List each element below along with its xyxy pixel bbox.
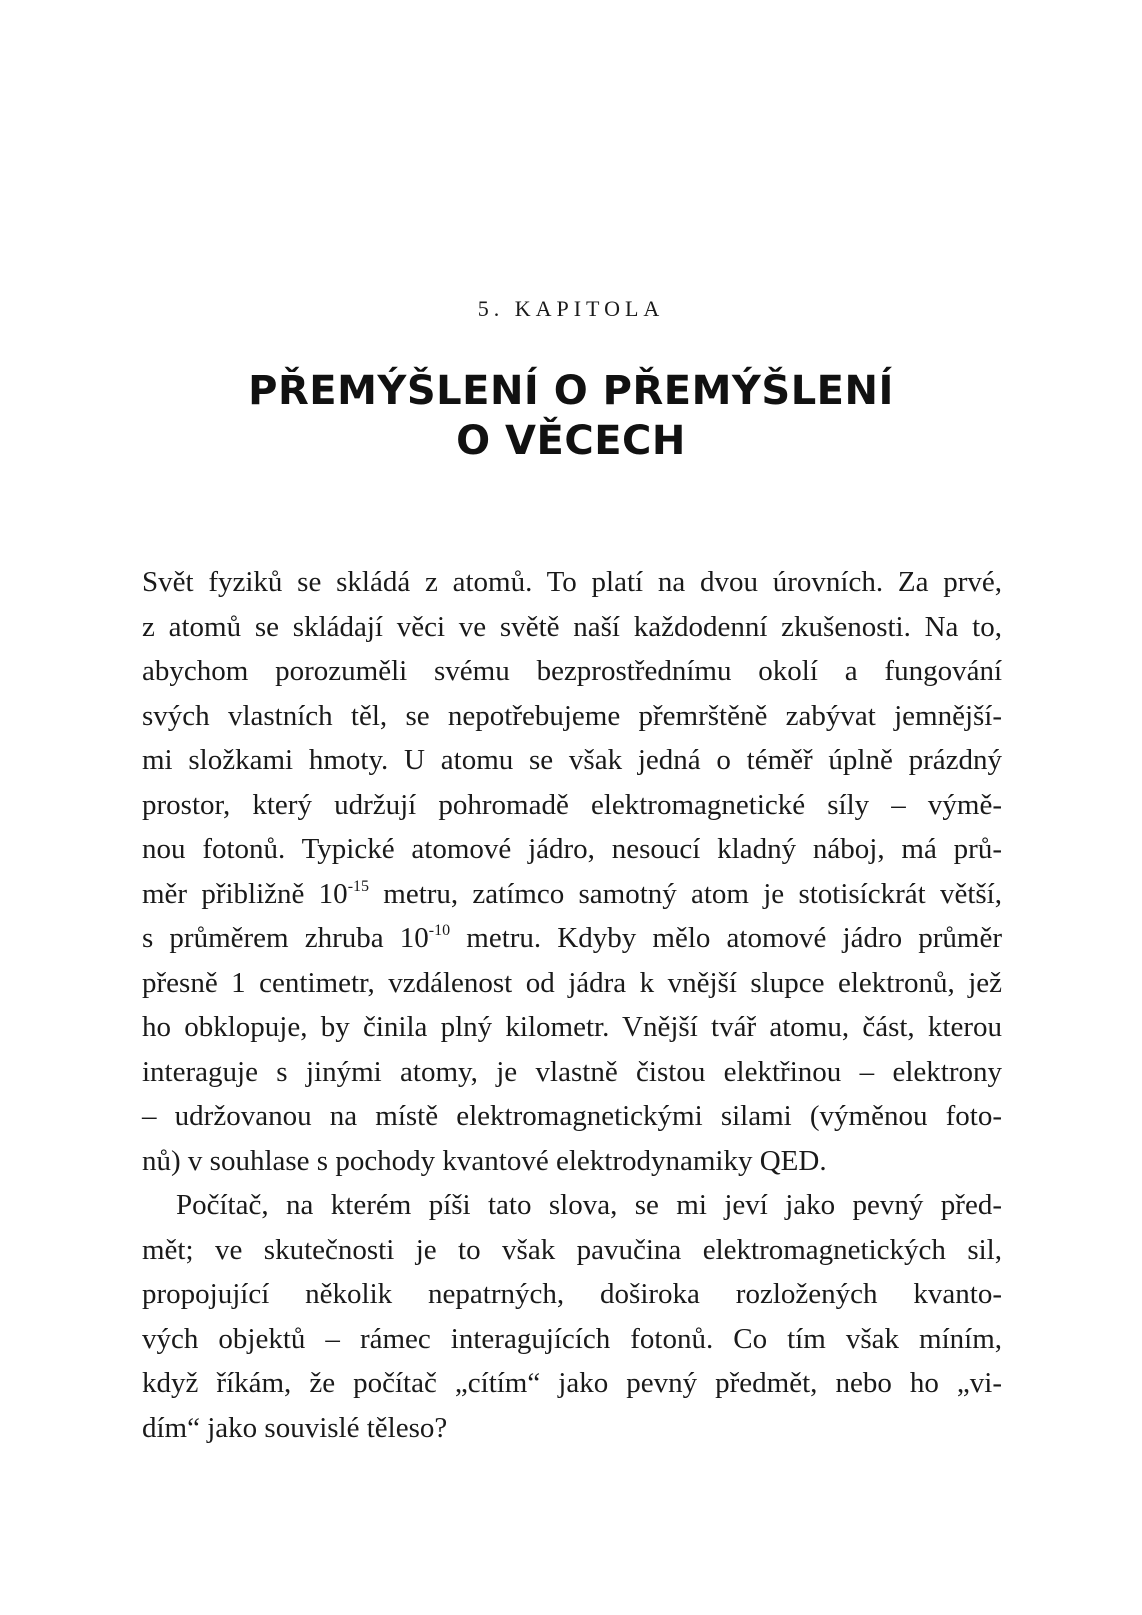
body-text: [142, 560, 1002, 1450]
text-line: mi složkami hmoty. U atomu se však jedná o téměř úplně prázdný: [142, 744, 1002, 776]
text-line: – udržovanou na místě elektromagnetickými silami (výměnou foto-: [142, 1100, 1002, 1132]
text-line: nou fotonů. Typické atomové jádro, nesoucí kladný náboj, má prů-: [142, 833, 1002, 865]
text-line: přesně 1 centimetr, vzdálenost od jádra k vnější slupce elektronů, jež: [142, 966, 1002, 999]
text-line: ho obklopuje, by činila plný kilometr. Vnější tvář atomu, část, kterou: [142, 1011, 1002, 1043]
paragraph-2: [142, 1183, 1002, 1450]
paragraph-1: [142, 560, 1002, 1183]
exponent: -10: [428, 922, 451, 939]
text-line: interaguje s jinými atomy, je vlastně čistou elektřinou – elektrony: [142, 1055, 1002, 1088]
text-line: Počítač, na kterém píši tato slova, se mi jeví jako pevný před-: [176, 1189, 1002, 1221]
text-line-with-exponent: [142, 916, 1002, 961]
text-fragment: metru, zatímco samotný atom je stotisíckrát větší,: [369, 877, 1002, 910]
text-fragment: měr přibližně 10: [142, 877, 348, 910]
text-line-with-exponent: [142, 872, 1002, 917]
text-line: nů) v souhlase s pochody kvantové elektrodynamiky QED.: [142, 1144, 827, 1177]
text-line: abychom porozuměli svému bezprostřednímu okolí a fungování: [142, 655, 1002, 687]
text-line: z atomů se skládají věci ve světě naší každodenní zkušenosti. Na to,: [142, 610, 1002, 643]
chapter-number: 5. KAPITOLA: [477, 296, 665, 321]
chapter-title-line-2: O VĚCECH: [456, 418, 686, 464]
chapter-title: [0, 366, 1142, 466]
text-line: vých objektů – rámec interagujících fotonů. Co tím však míním,: [142, 1322, 1002, 1355]
text-line: svých vlastních těl, se nepotřebujeme přemrštěně zabývat jemnější-: [142, 699, 1002, 732]
text-fragment: metru. Kdyby mělo atomové jádro průměr: [450, 922, 1002, 954]
text-line: Svět fyziků se skládá z atomů. To platí na dvou úrovních. Za prvé,: [142, 566, 1002, 598]
text-line: dím“ jako souvislé těleso?: [142, 1411, 448, 1444]
text-line: když říkám, že počítač „cítím“ jako pevný předmět, nebo ho „vi-: [142, 1367, 1002, 1399]
chapter-title-line-1: PŘEMÝŠLENÍ O PŘEMÝŠLENÍ: [248, 368, 894, 414]
text-line: propojující několik nepatrných, doširoka rozložených kvanto-: [142, 1278, 1002, 1310]
text-line: mět; ve skutečnosti je to však pavučina elektromagnetických sil,: [142, 1233, 1002, 1266]
text-fragment: s průměrem zhruba 10: [142, 922, 429, 954]
text-line: prostor, který udržují pohromadě elektromagnetické síly – výmě-: [142, 788, 1002, 821]
exponent: -15: [347, 877, 370, 895]
